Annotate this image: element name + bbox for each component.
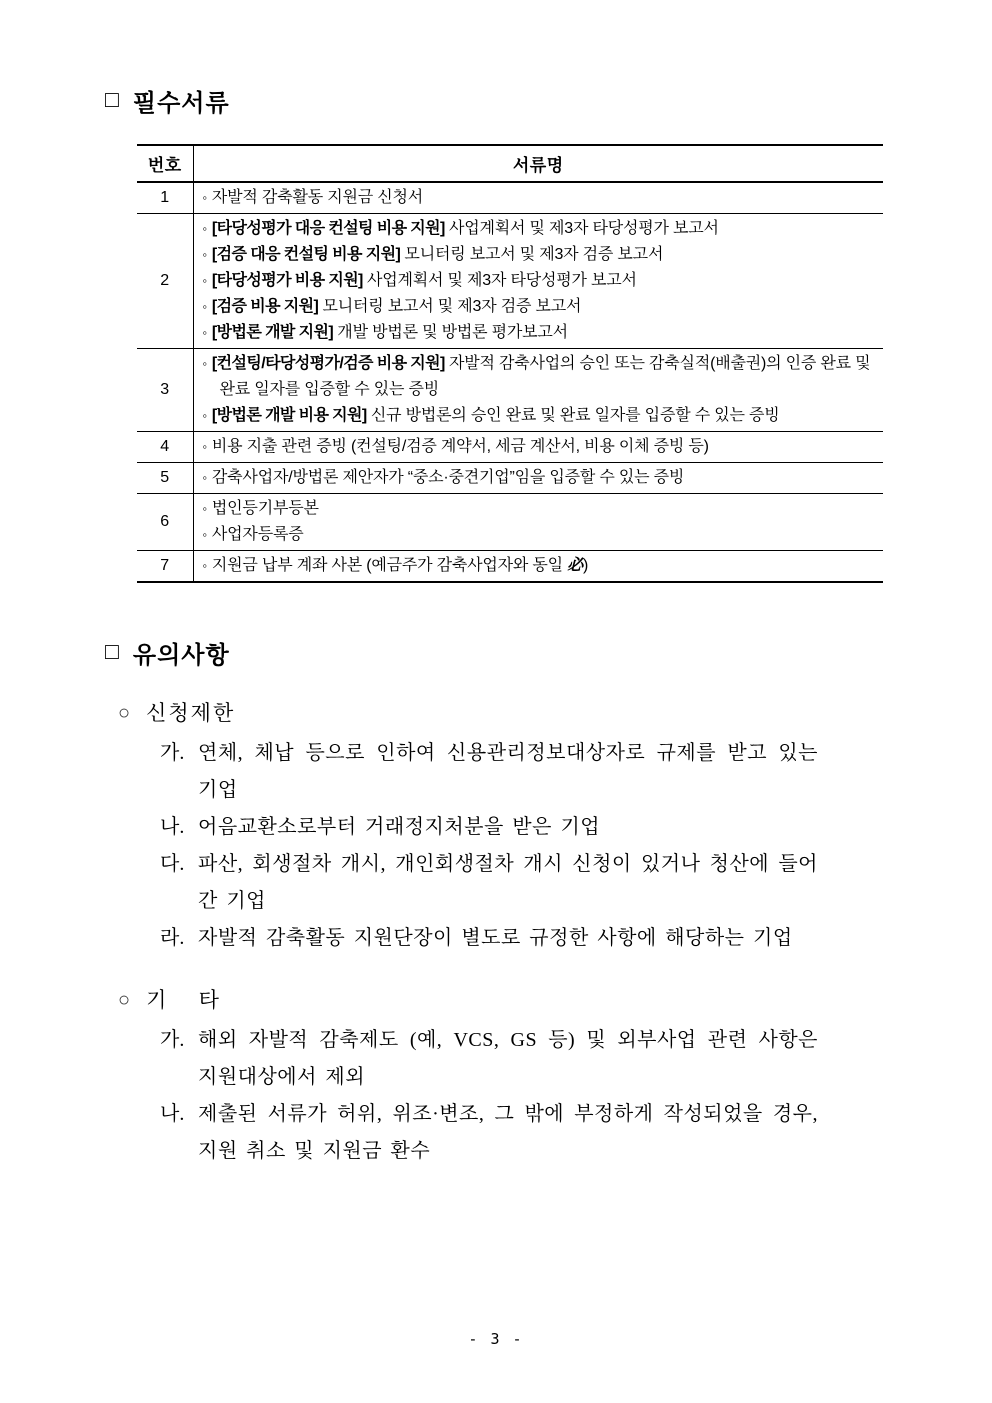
- circle-bullet-icon: ◦: [202, 470, 207, 485]
- required-docs-table: [137, 144, 883, 583]
- doc-item-category: [방법론 개발 비용 지원]: [211, 407, 367, 424]
- doc-item: [203, 496, 878, 522]
- doc-item: [203, 553, 878, 579]
- row-number: 6: [137, 494, 193, 551]
- doc-item: [203, 403, 878, 429]
- row-documents: [193, 182, 883, 214]
- doc-item-category: [타당성평가 대응 컨설팅 비용 지원]: [211, 220, 445, 237]
- note-item-label: 나.: [160, 816, 185, 838]
- note-item: [160, 735, 818, 809]
- note-item-label: 다.: [160, 853, 185, 875]
- doc-item-text: 자발적 감축활동 지원금 신청서: [211, 189, 423, 206]
- note-group-title-text: 신청제한: [146, 701, 236, 725]
- note-group: [105, 695, 818, 957]
- row-number: 3: [137, 349, 193, 432]
- note-item: [160, 1096, 818, 1170]
- doc-item-text: 개발 방법론 및 방법론 평가보고서: [333, 324, 568, 341]
- doc-item-category: [방법론 개발 지원]: [211, 324, 334, 341]
- note-group-title-text: 기 타: [146, 988, 221, 1012]
- note-item-text: 어음교환소로부터 거래정지처분을 받은 기업: [198, 816, 601, 838]
- doc-item-category: [컨설팅/타당성평가/검증 비용 지원]: [211, 355, 445, 372]
- note-item-text: 자발적 감축활동 지원단장이 별도로 규정한 사항에 해당하는 기업: [198, 927, 793, 949]
- circle-bullet-icon: ◦: [202, 221, 207, 236]
- table-header-row: [137, 145, 883, 182]
- circle-bullet-icon: ◦: [202, 527, 207, 542]
- doc-item-text: 사업계획서 및 제3자 타당성평가 보고서: [362, 272, 637, 289]
- note-item-label: 가.: [160, 1029, 185, 1051]
- doc-item-text: 사업자등록증: [211, 526, 304, 543]
- note-item-text: 제출된 서류가 허위, 위조·변조, 그 밖에 부정하게 작성되었을 경우, 지원 취소 및 지원금 환수: [198, 1103, 818, 1162]
- note-item-label: 라.: [160, 927, 185, 949]
- doc-item: [203, 216, 878, 242]
- doc-item: [203, 185, 878, 211]
- note-item: [160, 846, 818, 920]
- circle-bullet-icon: ◦: [202, 501, 207, 516]
- circle-marker-icon: ○: [118, 989, 133, 1011]
- table-row: [137, 349, 883, 432]
- section-heading-notes: [105, 635, 818, 670]
- row-number: 4: [137, 432, 193, 463]
- table-row: [137, 214, 883, 349]
- doc-item-text: ): [582, 557, 589, 574]
- table-header-docname: 서류명: [193, 145, 883, 182]
- doc-item-text: 자발적 감축사업의 승인 또는 감축실적(배출권)의 인증 완료 및 완료 일자를 입증할 수 있는 증빙: [219, 355, 871, 398]
- row-documents: [193, 463, 883, 494]
- doc-item-text: 모니터링 보고서 및 제3자 검증 보고서: [400, 246, 664, 263]
- section-title-required-docs: 필수서류: [132, 91, 230, 117]
- table-row: [137, 494, 883, 551]
- row-documents: [193, 551, 883, 583]
- circle-bullet-icon: ◦: [202, 356, 207, 371]
- note-group-title: [118, 982, 818, 1019]
- doc-item-text: 지원금 납부 계좌 사본 (예금주가 감축사업자와 동일: [211, 557, 568, 574]
- section-heading-required-docs: [105, 83, 818, 118]
- doc-item: [203, 351, 878, 403]
- doc-item: [203, 294, 878, 320]
- doc-item-text: 必: [567, 557, 583, 574]
- note-group-title: [118, 695, 818, 732]
- doc-item-text: 신규 방법론의 승인 완료 및 완료 일자를 입증할 수 있는 증빙: [366, 407, 780, 424]
- doc-item: [203, 434, 878, 460]
- table-row: [137, 463, 883, 494]
- row-number: 2: [137, 214, 193, 349]
- row-number: 5: [137, 463, 193, 494]
- note-item: [160, 809, 818, 846]
- note-item: [160, 920, 818, 957]
- row-documents: [193, 214, 883, 349]
- note-item: [160, 1022, 818, 1096]
- table-row: [137, 182, 883, 214]
- row-documents: [193, 349, 883, 432]
- table-header-number: 번호: [137, 145, 193, 182]
- row-documents: [193, 432, 883, 463]
- doc-item-text: 비용 지출 관련 증빙 (컨설팅/검증 계약서, 세금 계산서, 비용 이체 증빙 등): [211, 438, 709, 455]
- circle-bullet-icon: ◦: [202, 439, 207, 454]
- section-title-notes: 유의사항: [132, 643, 230, 669]
- doc-item-text: 법인등기부등본: [211, 500, 319, 517]
- doc-item-category: [검증 대응 컨설팅 비용 지원]: [211, 246, 401, 263]
- note-items: [160, 735, 818, 957]
- table-body: [137, 182, 883, 582]
- doc-item-category: [검증 비용 지원]: [211, 298, 319, 315]
- circle-bullet-icon: ◦: [202, 299, 207, 314]
- circle-bullet-icon: ◦: [202, 247, 207, 262]
- circle-marker-icon: ○: [118, 702, 133, 724]
- row-number: 1: [137, 182, 193, 214]
- row-number: 7: [137, 551, 193, 583]
- circle-bullet-icon: ◦: [202, 190, 207, 205]
- doc-item-category: [타당성평가 비용 지원]: [211, 272, 363, 289]
- square-bullet-icon: □: [105, 86, 120, 112]
- circle-bullet-icon: ◦: [202, 408, 207, 423]
- doc-item: [203, 268, 878, 294]
- table-row: [137, 551, 883, 583]
- note-item-text: 파산, 회생절차 개시, 개인회생절차 개시 신청이 있거나 청산에 들어간 기업: [198, 853, 818, 912]
- notes-section: [105, 635, 818, 1170]
- circle-bullet-icon: ◦: [202, 325, 207, 340]
- square-bullet-icon: □: [105, 638, 120, 664]
- note-item-label: 나.: [160, 1103, 185, 1125]
- note-item-text: 해외 자발적 감축제도 (예, VCS, GS 등) 및 외부사업 관련 사항은 지원대상에서 제외: [198, 1029, 818, 1088]
- doc-item: [203, 242, 878, 268]
- notes-groups: [105, 695, 818, 1170]
- note-items: [160, 1022, 818, 1170]
- doc-item: [203, 465, 878, 491]
- circle-bullet-icon: ◦: [202, 273, 207, 288]
- table-row: [137, 432, 883, 463]
- note-item-text: 연체, 체납 등으로 인하여 신용관리정보대상자로 규제를 받고 있는 기업: [198, 742, 818, 801]
- page-number: - 3 -: [468, 1330, 524, 1348]
- doc-item: [203, 522, 878, 548]
- doc-item-text: 사업계획서 및 제3자 타당성평가 보고서: [444, 220, 719, 237]
- doc-item-text: 모니터링 보고서 및 제3자 검증 보고서: [318, 298, 582, 315]
- circle-bullet-icon: ◦: [202, 558, 207, 573]
- doc-item: [203, 320, 878, 346]
- doc-item-text: 감축사업자/방법론 제안자가 “중소·중견기업”임을 입증할 수 있는 증빙: [211, 469, 685, 486]
- note-item-label: 가.: [160, 742, 185, 764]
- note-group: [105, 982, 818, 1170]
- row-documents: [193, 494, 883, 551]
